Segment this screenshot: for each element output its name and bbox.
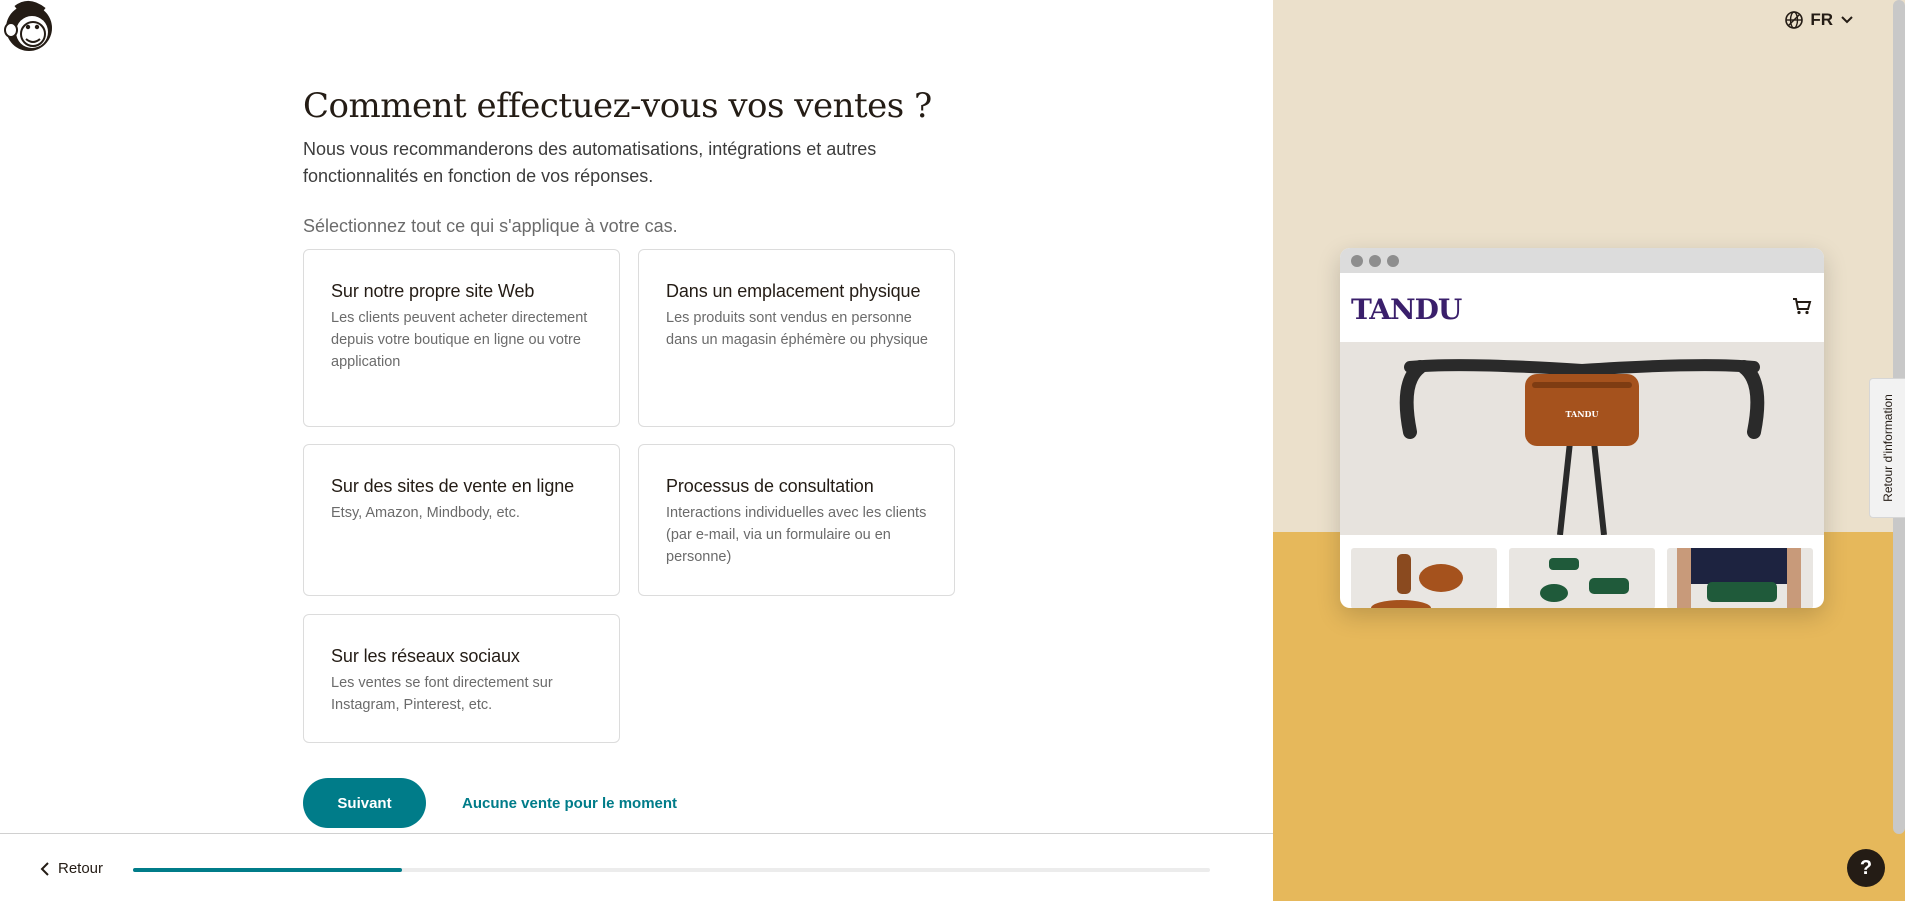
option-title: Sur notre propre site Web	[331, 281, 535, 301]
store-header	[1340, 273, 1824, 342]
no-sales-link[interactable]: Aucune vente pour le moment	[462, 794, 678, 812]
next-button[interactable]: Suivant	[303, 778, 426, 828]
option-consultation[interactable]	[638, 444, 955, 596]
form-actions	[303, 778, 677, 828]
option-marketplaces[interactable]	[303, 444, 620, 596]
progress-bar	[133, 868, 1210, 872]
option-title: Sur des sites de vente en ligne	[331, 476, 575, 496]
question-header	[303, 82, 963, 237]
window-dot	[1351, 255, 1363, 267]
option-social-media[interactable]	[303, 614, 620, 743]
globe-icon	[1784, 10, 1804, 30]
option-description: Les ventes se font directement sur Instagram, Pinterest, etc.	[331, 675, 553, 713]
cart-icon	[1792, 297, 1812, 315]
window-dot	[1369, 255, 1381, 267]
hero-image-handlebar-bag	[1340, 342, 1824, 535]
bag-brand-label: TANDU	[1565, 409, 1599, 419]
option-title: Processus de consultation	[666, 476, 874, 496]
page-subtitle: Nous vous recommanderons des automatisations, intégrations et autres fonctionnalités en fonction de vos réponses.	[303, 139, 877, 186]
product-thumbnail	[1509, 548, 1655, 608]
option-description: Interactions individuelles avec les clients (par e-mail, via un formulaire ou en personne)	[666, 505, 927, 565]
store-brand-logo: TANDU	[1351, 293, 1462, 326]
window-dot	[1387, 255, 1399, 267]
store-preview-window	[1340, 248, 1824, 608]
footer-bar	[0, 833, 1273, 901]
chevron-left-icon	[40, 862, 50, 876]
option-physical-location[interactable]	[638, 249, 955, 427]
browser-titlebar	[1340, 248, 1824, 273]
preview-pane	[1273, 0, 1905, 901]
selection-hint: Sélectionnez tout ce qui s'applique à votre cas.	[303, 216, 678, 236]
language-code: FR	[1810, 10, 1833, 29]
back-label: Retour	[58, 860, 104, 877]
option-title: Dans un emplacement physique	[666, 281, 921, 301]
chevron-down-icon	[1841, 16, 1853, 24]
product-thumbnail	[1351, 548, 1497, 608]
product-thumbnails	[1340, 535, 1824, 608]
feedback-tab[interactable]	[1869, 378, 1905, 518]
help-button[interactable]: ?	[1847, 849, 1885, 887]
language-selector[interactable]	[1784, 10, 1853, 30]
option-description: Les produits sont vendus en personne dans un magasin éphémère ou physique	[666, 310, 928, 348]
option-title: Sur les réseaux sociaux	[331, 646, 520, 666]
back-button[interactable]	[40, 860, 103, 877]
mailchimp-monkey-icon[interactable]	[2, 0, 56, 56]
progress-fill	[133, 868, 402, 872]
option-description: Les clients peuvent acheter directement depuis votre boutique en ligne ou votre application	[331, 310, 588, 370]
option-description: Etsy, Amazon, Mindbody, etc.	[331, 505, 520, 521]
feedback-label: Retour d'information	[1880, 394, 1895, 502]
product-thumbnail	[1667, 548, 1813, 608]
page-title: Comment effectuez-vous vos ventes ?	[303, 86, 932, 126]
option-own-website[interactable]	[303, 249, 620, 427]
